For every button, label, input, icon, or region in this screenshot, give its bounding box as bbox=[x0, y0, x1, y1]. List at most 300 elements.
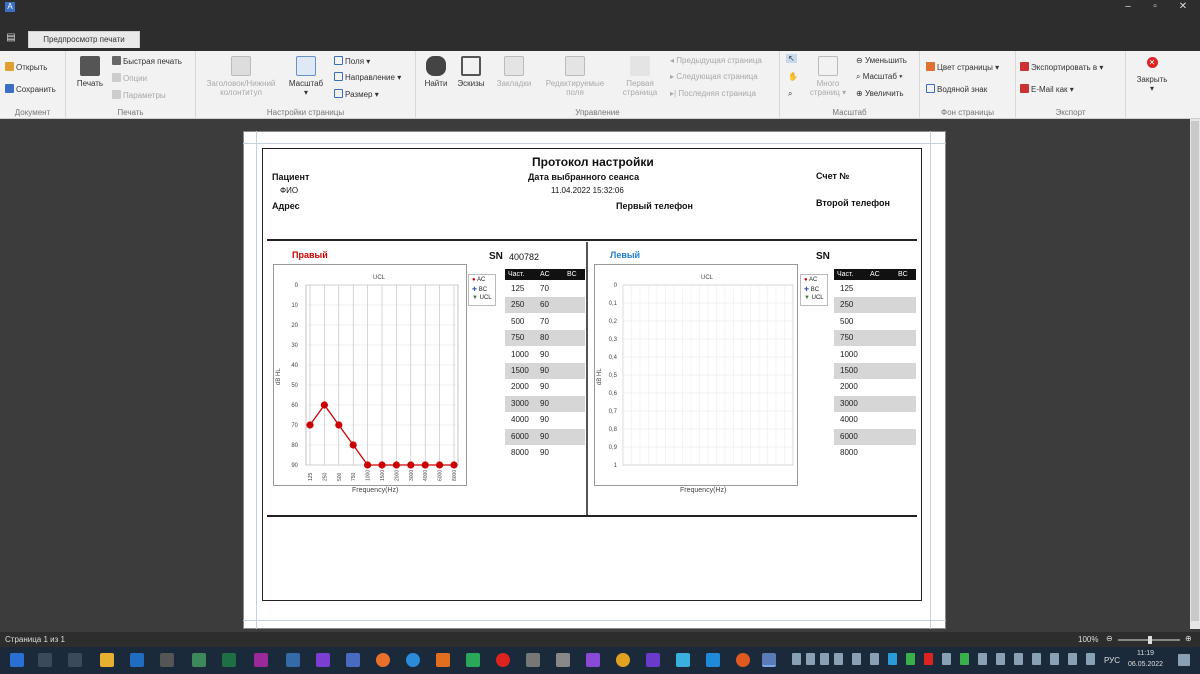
quick-print-button[interactable] bbox=[112, 56, 182, 66]
header-freq: Част. bbox=[508, 271, 525, 278]
left-ytick-label: 0,5 bbox=[608, 373, 617, 379]
legend-ucl-label: UCL bbox=[479, 295, 492, 301]
table-row bbox=[505, 281, 585, 297]
left-values-table bbox=[834, 269, 916, 459]
margin-guide-bottom bbox=[243, 620, 946, 621]
tray-icon-12[interactable] bbox=[978, 653, 987, 665]
first-label-1: Первая bbox=[626, 79, 654, 88]
legend-bc-marker-icon: ✚ bbox=[472, 287, 478, 293]
left-legend-ucl-marker-icon: ▼ bbox=[804, 295, 810, 301]
find-button[interactable] bbox=[420, 56, 452, 88]
freq-cell: 1000 bbox=[511, 349, 529, 359]
close-window-icon[interactable]: ✕ bbox=[1178, 1, 1188, 12]
visual-studio-2-icon[interactable] bbox=[586, 653, 600, 667]
right-ylabel: dB HL bbox=[276, 368, 282, 385]
app-icon-12[interactable] bbox=[436, 653, 450, 667]
close-preview-button[interactable]: ✕ Закрыть ▾ bbox=[1136, 58, 1168, 93]
app-icon-3[interactable] bbox=[160, 653, 174, 667]
orientation-button[interactable]: Направление ▾ bbox=[334, 72, 401, 82]
left-ytick-label: 0,7 bbox=[608, 409, 617, 415]
freq-cell: 750 bbox=[511, 333, 525, 343]
file-menu-icon[interactable]: ▤ bbox=[6, 32, 16, 43]
group-label-print: Печать bbox=[117, 108, 144, 117]
ac-cell: 90 bbox=[540, 448, 549, 457]
edge-icon[interactable] bbox=[406, 653, 420, 667]
pointer-tool-icon[interactable]: ↖ bbox=[788, 54, 795, 63]
tray-icon-4[interactable] bbox=[834, 653, 843, 665]
next-arrow-icon: ▸ bbox=[670, 72, 677, 81]
freq-cell: 1000 bbox=[840, 349, 858, 359]
editable-fields-icon bbox=[565, 56, 585, 76]
freq-cell: 1500 bbox=[511, 366, 529, 375]
zoom-in-label: Увеличить bbox=[864, 89, 904, 98]
zoom-slider-minus-icon[interactable]: ⊖ bbox=[1106, 634, 1113, 643]
right-ac-point bbox=[321, 401, 328, 408]
left-legend-ucl bbox=[804, 295, 824, 301]
right-ytick-label: 60 bbox=[291, 403, 298, 409]
table-row bbox=[834, 379, 916, 395]
windows-start-icon[interactable] bbox=[10, 653, 24, 667]
last-label: Последняя страница bbox=[678, 89, 756, 98]
margins-button[interactable]: Поля ▾ bbox=[334, 56, 370, 66]
minimize-icon[interactable]: – bbox=[1125, 1, 1131, 12]
freq-cell: 250 bbox=[840, 300, 854, 310]
table-row bbox=[834, 347, 916, 363]
right-ac-point bbox=[306, 421, 313, 428]
group-page-setup bbox=[196, 51, 416, 119]
tray-icon-8[interactable] bbox=[906, 653, 915, 665]
right-table-header bbox=[505, 269, 585, 280]
many-pages-icon bbox=[818, 56, 838, 76]
freq-cell: 4000 bbox=[511, 415, 529, 425]
tray-icon-17[interactable] bbox=[1068, 653, 1077, 665]
freq-cell: 8000 bbox=[511, 448, 529, 457]
language-indicator[interactable]: РУС bbox=[1104, 656, 1121, 665]
left-header-ac: AC bbox=[870, 271, 880, 278]
ac-cell: 90 bbox=[540, 431, 549, 441]
left-header-freq: Част. bbox=[837, 271, 854, 278]
quick-print-label: Быстрая печать bbox=[123, 57, 182, 66]
header-footer-button[interactable] bbox=[198, 56, 284, 97]
bookmarks-button[interactable] bbox=[492, 56, 536, 88]
legend-bc-label: BC bbox=[478, 287, 488, 293]
footer-divider bbox=[267, 515, 917, 517]
params-button[interactable] bbox=[112, 90, 166, 100]
task-view-icon[interactable] bbox=[68, 653, 82, 667]
table-row bbox=[834, 297, 916, 313]
phone2-label: Второй телефон bbox=[816, 198, 890, 208]
table-row bbox=[834, 363, 916, 379]
zoom-slider-thumb[interactable] bbox=[1148, 636, 1152, 644]
ac-cell: 80 bbox=[540, 333, 549, 343]
print-button[interactable] bbox=[70, 56, 110, 88]
freq-cell: 250 bbox=[511, 300, 525, 310]
table-row bbox=[834, 281, 916, 297]
patient-label: Пациент bbox=[272, 172, 310, 182]
watermark-button[interactable] bbox=[926, 84, 987, 94]
close-label: Закрыть bbox=[1136, 75, 1168, 84]
editable-fields-button[interactable] bbox=[538, 56, 612, 97]
app-icon-9[interactable] bbox=[346, 653, 360, 667]
freq-cell: 8000 bbox=[840, 448, 858, 457]
ac-cell: 70 bbox=[540, 316, 549, 326]
group-label-zoom: Масштаб bbox=[832, 108, 867, 117]
opera-icon[interactable] bbox=[496, 653, 510, 667]
margin-guide-left bbox=[256, 131, 257, 629]
app-icon-13[interactable] bbox=[466, 653, 480, 667]
active-app-icon[interactable] bbox=[762, 653, 776, 667]
search-icon[interactable] bbox=[38, 653, 52, 667]
right-ytick-label: 0 bbox=[294, 283, 298, 289]
maximize-icon[interactable]: ▫ bbox=[1153, 1, 1157, 12]
right-sn-value: 400782 bbox=[509, 252, 540, 262]
right-ac-point bbox=[335, 421, 342, 428]
right-legend bbox=[468, 274, 496, 306]
table-row bbox=[834, 330, 916, 346]
table-row bbox=[505, 396, 585, 412]
email-icon bbox=[1020, 84, 1029, 93]
prev-label: Предыдущая страница bbox=[676, 56, 762, 65]
freq-cell: 3000 bbox=[840, 398, 858, 408]
right-xtick-label: 6000 bbox=[437, 469, 444, 481]
fio-label: ФИО bbox=[280, 186, 299, 195]
left-chart-title: UCL bbox=[700, 275, 714, 281]
zoom-icon: ⌕ bbox=[856, 72, 863, 81]
size-icon bbox=[334, 89, 343, 98]
right-ytick-label: 80 bbox=[291, 443, 298, 449]
folder-icon bbox=[5, 62, 14, 71]
tray-icon-16[interactable] bbox=[1050, 653, 1059, 665]
zoom-out-icon: ⊖ bbox=[856, 56, 865, 65]
left-legend-ucl-label: UCL bbox=[811, 295, 824, 301]
left-ytick-label: 0,2 bbox=[608, 319, 617, 325]
options-button[interactable] bbox=[112, 73, 147, 83]
status-bar bbox=[0, 632, 1200, 647]
tab-print-preview[interactable]: Предпросмотр печати bbox=[28, 31, 140, 48]
table-row bbox=[505, 347, 585, 363]
prev-page-button[interactable] bbox=[670, 56, 762, 65]
page-color-button[interactable]: Цвет страницы ▾ bbox=[926, 62, 999, 72]
tray-icon-6[interactable] bbox=[870, 653, 879, 665]
ac-cell: 90 bbox=[540, 349, 549, 359]
right-ytick-label: 40 bbox=[291, 363, 298, 369]
options-label: Опции bbox=[123, 74, 148, 83]
header-bc: BC bbox=[567, 271, 577, 278]
chrome-icon[interactable] bbox=[616, 653, 630, 667]
group-label-document: Документ bbox=[14, 108, 51, 117]
app-icon-19[interactable] bbox=[646, 653, 660, 667]
table-row bbox=[834, 314, 916, 330]
email-as-button[interactable]: E-Mail как ▾ bbox=[1020, 84, 1074, 94]
visual-studio-icon[interactable] bbox=[316, 653, 330, 667]
app-icon-16[interactable] bbox=[556, 653, 570, 667]
table-row bbox=[505, 363, 585, 379]
left-header-bc: BC bbox=[898, 271, 908, 278]
app-icon-7[interactable] bbox=[286, 653, 300, 667]
right-ytick-label: 10 bbox=[291, 303, 298, 309]
app-icon: A bbox=[5, 2, 15, 12]
size-label: Размер bbox=[345, 90, 373, 99]
ac-cell: 90 bbox=[540, 398, 549, 408]
session-date: 11.04.2022 15:32:06 bbox=[551, 186, 624, 195]
right-ac-point bbox=[422, 461, 429, 468]
right-audiogram-chart bbox=[273, 264, 467, 486]
right-xtick-label: 750 bbox=[351, 472, 358, 481]
header-footer-label-2: колонтитул bbox=[220, 88, 262, 97]
right-xtick-label: 3000 bbox=[408, 469, 415, 481]
group-close bbox=[1126, 51, 1178, 119]
app-icon-6[interactable] bbox=[254, 653, 268, 667]
table-row bbox=[505, 412, 585, 428]
left-ytick-label: 0,3 bbox=[608, 337, 617, 343]
left-ylabel: dB HL bbox=[597, 368, 603, 385]
tray-icon-2[interactable] bbox=[806, 653, 815, 665]
table-row bbox=[834, 445, 916, 461]
clock-date[interactable]: 06.05.2022 bbox=[1128, 661, 1164, 668]
scrollbar-thumb[interactable] bbox=[1191, 121, 1199, 621]
first-page-icon bbox=[630, 56, 650, 76]
freq-cell: 500 bbox=[840, 316, 854, 326]
save-button[interactable] bbox=[5, 84, 56, 94]
next-label: Следующая страница bbox=[676, 72, 758, 81]
tray-icon-5[interactable] bbox=[852, 653, 861, 665]
table-row bbox=[834, 412, 916, 428]
left-legend-ac-marker-icon: ● bbox=[804, 277, 808, 283]
watermark-label: Водяной знак bbox=[937, 85, 988, 94]
header-divider bbox=[267, 239, 917, 241]
export-to-button[interactable]: Экспортировать в ▾ bbox=[1020, 62, 1103, 72]
bookmarks-label: Закладки bbox=[496, 79, 532, 88]
left-legend-bc-label: BC bbox=[810, 287, 820, 293]
legend-ac bbox=[472, 277, 485, 283]
find-label: Найти bbox=[424, 79, 448, 88]
right-ac-point bbox=[378, 461, 385, 468]
right-xtick-label: 8000 bbox=[452, 469, 458, 481]
legend-ac-label: AC bbox=[476, 277, 486, 283]
table-row bbox=[834, 396, 916, 412]
margins-label: Поля bbox=[345, 57, 365, 66]
export-icon bbox=[1020, 62, 1029, 71]
size-button[interactable]: Размер ▾ bbox=[334, 89, 379, 99]
title-bar bbox=[0, 0, 1200, 14]
page-color-label: Цвет страницы bbox=[937, 63, 993, 72]
zoom-in-icon: ⊕ bbox=[856, 89, 865, 98]
right-ac-point bbox=[350, 441, 357, 448]
left-ytick-label: 0 bbox=[613, 283, 617, 289]
app-icon-4[interactable] bbox=[192, 653, 206, 667]
first-page-button[interactable] bbox=[616, 56, 664, 97]
tray-icon-1[interactable] bbox=[792, 653, 801, 665]
left-ear-label: Левый bbox=[610, 250, 641, 260]
zoom-percent: 100% bbox=[1078, 635, 1099, 644]
account-label: Счет № bbox=[816, 171, 850, 181]
zoom-out-button[interactable] bbox=[856, 56, 907, 65]
tray-icon-11[interactable] bbox=[960, 653, 969, 665]
margin-guide-right bbox=[930, 131, 931, 629]
right-values-table bbox=[505, 269, 585, 459]
vscode-icon[interactable] bbox=[706, 653, 720, 667]
left-legend-bc bbox=[804, 286, 819, 293]
right-chart-title: UCL bbox=[372, 275, 386, 281]
ribbon bbox=[0, 51, 1200, 119]
phone1-label: Первый телефон bbox=[616, 201, 693, 211]
next-page-button[interactable] bbox=[670, 72, 758, 81]
ac-cell: 70 bbox=[540, 284, 549, 293]
freq-cell: 500 bbox=[511, 316, 525, 326]
right-audiogram-svg bbox=[274, 265, 468, 487]
zoom-button[interactable]: ⌕ Масштаб ▾ bbox=[856, 72, 903, 81]
group-label-background: Фон страницы bbox=[941, 108, 994, 117]
right-ac-point bbox=[407, 461, 414, 468]
right-ac-point bbox=[364, 461, 371, 468]
left-legend-ac bbox=[804, 277, 817, 283]
left-legend-bc-marker-icon: ✚ bbox=[804, 287, 810, 293]
firefox-icon[interactable] bbox=[376, 653, 390, 667]
group-background bbox=[920, 51, 1016, 119]
thumbnails-icon bbox=[461, 56, 481, 76]
zoom-label: Масштаб bbox=[862, 72, 897, 81]
header-footer-label-1: Заголовок/Нижний bbox=[206, 79, 276, 88]
tab-row bbox=[0, 14, 1200, 51]
vertical-scrollbar[interactable] bbox=[1190, 119, 1200, 629]
legend-bc bbox=[472, 286, 487, 293]
bookmarks-icon bbox=[504, 56, 524, 76]
ac-cell: 90 bbox=[540, 366, 549, 375]
outlook-icon[interactable] bbox=[130, 653, 144, 667]
taskbar bbox=[0, 647, 1200, 674]
editable-label-1: Редактируемые bbox=[545, 79, 605, 88]
thumbnails-label: Эскизы bbox=[457, 79, 485, 88]
right-ytick-label: 70 bbox=[291, 423, 298, 429]
tray-icon-10[interactable] bbox=[942, 653, 951, 665]
many-pages-button[interactable]: Много страниц ▾ bbox=[806, 56, 850, 97]
table-row bbox=[505, 445, 585, 461]
ac-cell: 90 bbox=[540, 382, 549, 392]
binoculars-icon bbox=[426, 56, 446, 76]
group-document bbox=[0, 51, 66, 119]
right-xtick-label: 125 bbox=[308, 472, 314, 481]
hand-tool-icon[interactable]: ✋ bbox=[788, 72, 798, 81]
freq-cell: 2000 bbox=[511, 382, 529, 392]
tray-icon-15[interactable] bbox=[1032, 653, 1041, 665]
magnifier-tool-icon[interactable]: ⌕ bbox=[788, 89, 793, 98]
left-legend bbox=[800, 274, 828, 306]
floppy-icon bbox=[5, 84, 14, 93]
tray-icon-9[interactable] bbox=[924, 653, 933, 665]
header-ac: AC bbox=[540, 271, 550, 278]
explorer-icon[interactable] bbox=[100, 653, 114, 667]
clock-time[interactable]: 11:19 bbox=[1137, 650, 1154, 657]
orientation-icon bbox=[334, 72, 343, 81]
right-ytick-label: 90 bbox=[291, 463, 298, 469]
group-label-export: Экспорт bbox=[1055, 108, 1086, 117]
margins-icon bbox=[334, 56, 343, 65]
table-row bbox=[505, 330, 585, 346]
right-ytick-label: 30 bbox=[291, 343, 298, 349]
app-icon-15[interactable] bbox=[526, 653, 540, 667]
right-ear-label: Правый bbox=[292, 250, 328, 260]
freq-cell: 2000 bbox=[840, 382, 858, 392]
params-icon bbox=[112, 90, 121, 99]
options-icon bbox=[112, 73, 121, 82]
tray-icon-14[interactable] bbox=[1014, 653, 1023, 665]
left-ytick-label: 0,6 bbox=[608, 391, 617, 397]
ac-cell: 60 bbox=[540, 300, 549, 310]
address-label: Адрес bbox=[272, 201, 300, 211]
email-as-label: E-Mail как bbox=[1031, 85, 1068, 94]
table-row bbox=[505, 429, 585, 445]
excel-icon[interactable] bbox=[222, 653, 236, 667]
open-label: Открыть bbox=[16, 63, 48, 72]
printer-icon bbox=[80, 56, 100, 76]
header-footer-icon bbox=[231, 56, 251, 76]
page-indicator: Страница 1 из 1 bbox=[5, 635, 65, 644]
left-ytick-label: 0,1 bbox=[608, 301, 617, 307]
app-icon-22[interactable] bbox=[736, 653, 750, 667]
group-navigation bbox=[416, 51, 780, 119]
report-title: Протокол настройки bbox=[532, 155, 654, 169]
scale-icon bbox=[296, 56, 316, 76]
tray-icon-3[interactable] bbox=[820, 653, 829, 665]
print-label: Печать bbox=[76, 79, 104, 88]
ac-cell: 90 bbox=[540, 415, 549, 425]
right-xtick-label: 1000 bbox=[365, 469, 372, 481]
many-label-2: страниц bbox=[809, 88, 840, 97]
first-label-2: страница bbox=[622, 88, 658, 97]
zoom-in-button[interactable] bbox=[856, 89, 904, 98]
freq-cell: 125 bbox=[840, 284, 854, 293]
ear-divider bbox=[586, 242, 588, 516]
tray-icon-18[interactable] bbox=[1086, 653, 1095, 665]
open-button[interactable] bbox=[5, 62, 47, 72]
watermark-icon bbox=[926, 84, 935, 93]
table-row bbox=[505, 379, 585, 395]
right-ac-point bbox=[393, 461, 400, 468]
left-audiogram-svg bbox=[595, 265, 799, 487]
freq-cell: 1500 bbox=[840, 366, 858, 375]
save-label: Сохранить bbox=[16, 85, 56, 94]
left-ytick-label: 1 bbox=[613, 463, 617, 469]
right-ytick-label: 50 bbox=[291, 383, 298, 389]
left-ytick-label: 0,8 bbox=[608, 427, 617, 433]
right-xtick-label: 2000 bbox=[394, 469, 401, 481]
prev-arrow-icon: ◂ bbox=[670, 56, 677, 65]
editable-label-2: поля bbox=[566, 88, 584, 97]
margin-guide-top bbox=[243, 143, 946, 144]
right-ac-point bbox=[450, 461, 457, 468]
skype-icon[interactable] bbox=[676, 653, 690, 667]
notifications-icon[interactable] bbox=[1178, 654, 1190, 666]
zoom-out-label: Уменьшить bbox=[864, 56, 907, 65]
tray-icon-13[interactable] bbox=[996, 653, 1005, 665]
freq-cell: 4000 bbox=[840, 415, 858, 425]
legend-ac-marker-icon: ● bbox=[472, 277, 476, 283]
left-audiogram-chart bbox=[594, 264, 798, 486]
group-zoom bbox=[780, 51, 920, 119]
zoom-slider-plus-icon[interactable]: ⊕ bbox=[1185, 634, 1192, 643]
left-ytick-label: 0,9 bbox=[608, 445, 617, 451]
freq-cell: 3000 bbox=[511, 398, 529, 408]
last-page-button[interactable] bbox=[670, 89, 756, 98]
legend-ucl-marker-icon: ▼ bbox=[472, 295, 478, 301]
scale-button[interactable]: Масштаб ▾ bbox=[284, 56, 328, 97]
right-xtick-label: 250 bbox=[322, 472, 329, 481]
session-label: Дата выбранного сеанса bbox=[528, 172, 640, 182]
left-legend-ac-label: AC bbox=[808, 277, 818, 283]
thumbnails-button[interactable] bbox=[454, 56, 488, 88]
telegram-icon[interactable] bbox=[888, 653, 897, 665]
right-xtick-label: 4000 bbox=[423, 469, 430, 481]
